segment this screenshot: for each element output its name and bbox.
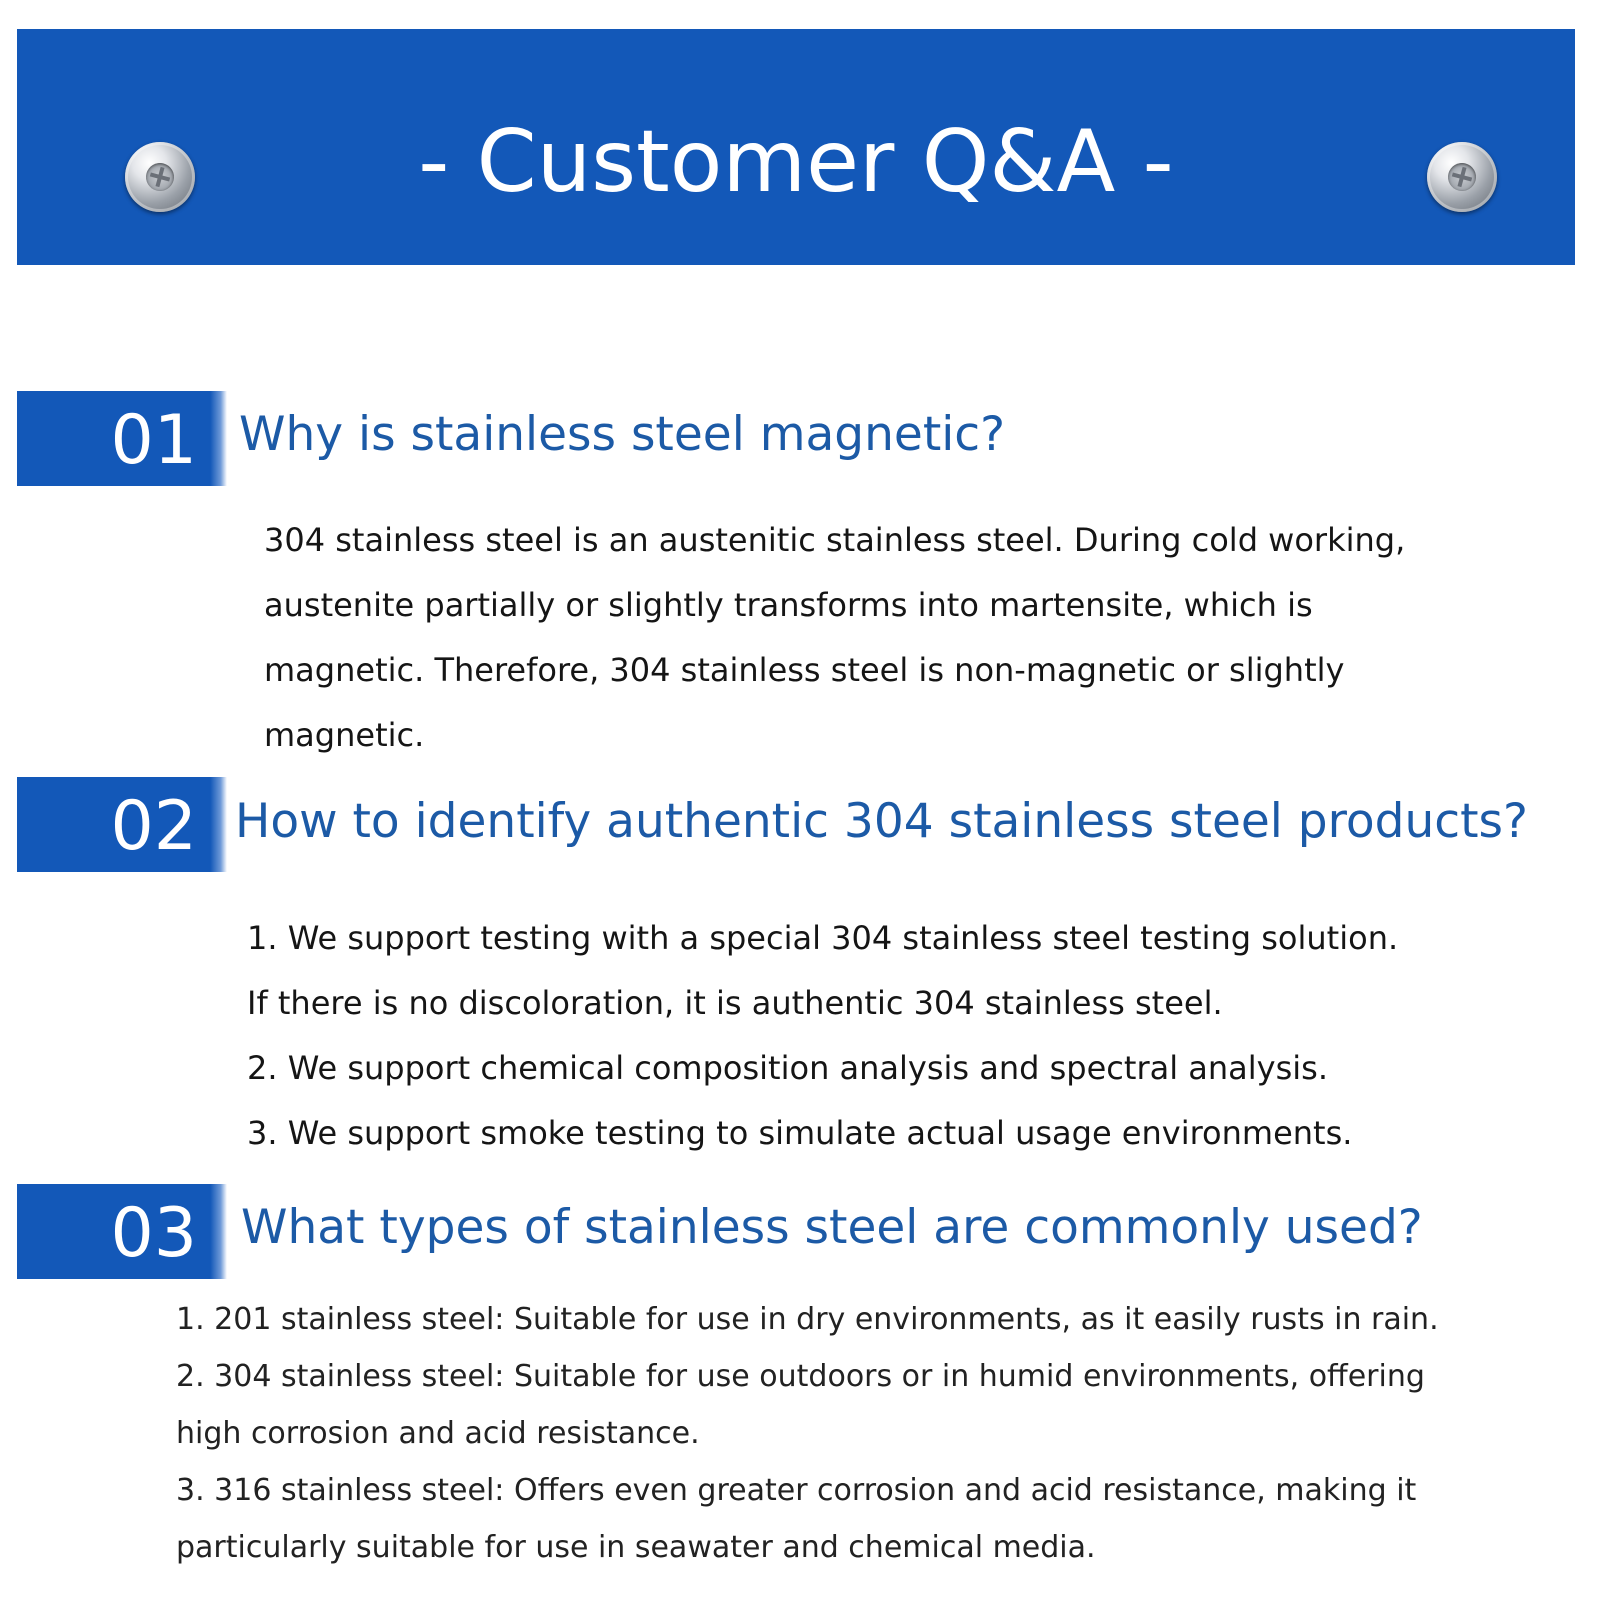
answer-line: If there is no discoloration, it is authentic 304 stainless steel. bbox=[247, 984, 1223, 1022]
answer-line: 3. 316 stainless steel: Offers even greater corrosion and acid resistance, making it bbox=[176, 1473, 1417, 1508]
answer-text bbox=[264, 508, 1405, 768]
answer-line: 3. We support smoke testing to simulate actual usage environments. bbox=[247, 1114, 1353, 1152]
answer-text bbox=[176, 1291, 1439, 1576]
question-title: Why is stainless steel magnetic? bbox=[239, 407, 1006, 462]
question-number-badge bbox=[17, 391, 227, 486]
answer-line: 1. 201 stainless steel: Suitable for use in dry environments, as it easily rusts in rain. bbox=[176, 1302, 1439, 1337]
answer-line: 1. We support testing with a special 304 stainless steel testing solution. bbox=[247, 919, 1399, 957]
answer-line: 2. We support chemical composition analysis and spectral analysis. bbox=[247, 1049, 1328, 1087]
question-title: How to identify authentic 304 stainless steel products? bbox=[235, 794, 1528, 849]
header-banner bbox=[17, 29, 1575, 265]
question-number-badge bbox=[17, 1184, 227, 1279]
answer-line: austenite partially or slightly transforms into martensite, which is bbox=[264, 586, 1313, 624]
answer-line: 2. 304 stainless steel: Suitable for use outdoors or in humid environments, offering bbox=[176, 1359, 1425, 1394]
question-number: 01 bbox=[110, 401, 197, 480]
answer-line: magnetic. bbox=[264, 716, 425, 754]
question-title: What types of stainless steel are commonly used? bbox=[241, 1200, 1423, 1255]
answer-line: 304 stainless steel is an austenitic stainless steel. During cold working, bbox=[264, 521, 1406, 559]
screw-icon bbox=[1427, 142, 1497, 212]
page-title: - Customer Q&A - bbox=[418, 112, 1174, 212]
question-number: 03 bbox=[110, 1194, 197, 1273]
question-number: 02 bbox=[110, 787, 197, 866]
answer-line: high corrosion and acid resistance. bbox=[176, 1416, 700, 1451]
screw-slot-icon bbox=[1445, 160, 1479, 194]
answer-line: magnetic. Therefore, 304 stainless steel is non-magnetic or slightly bbox=[264, 651, 1345, 689]
question-number-badge bbox=[17, 777, 227, 872]
answer-line: particularly suitable for use in seawater and chemical media. bbox=[176, 1530, 1096, 1565]
answer-text bbox=[247, 906, 1398, 1166]
